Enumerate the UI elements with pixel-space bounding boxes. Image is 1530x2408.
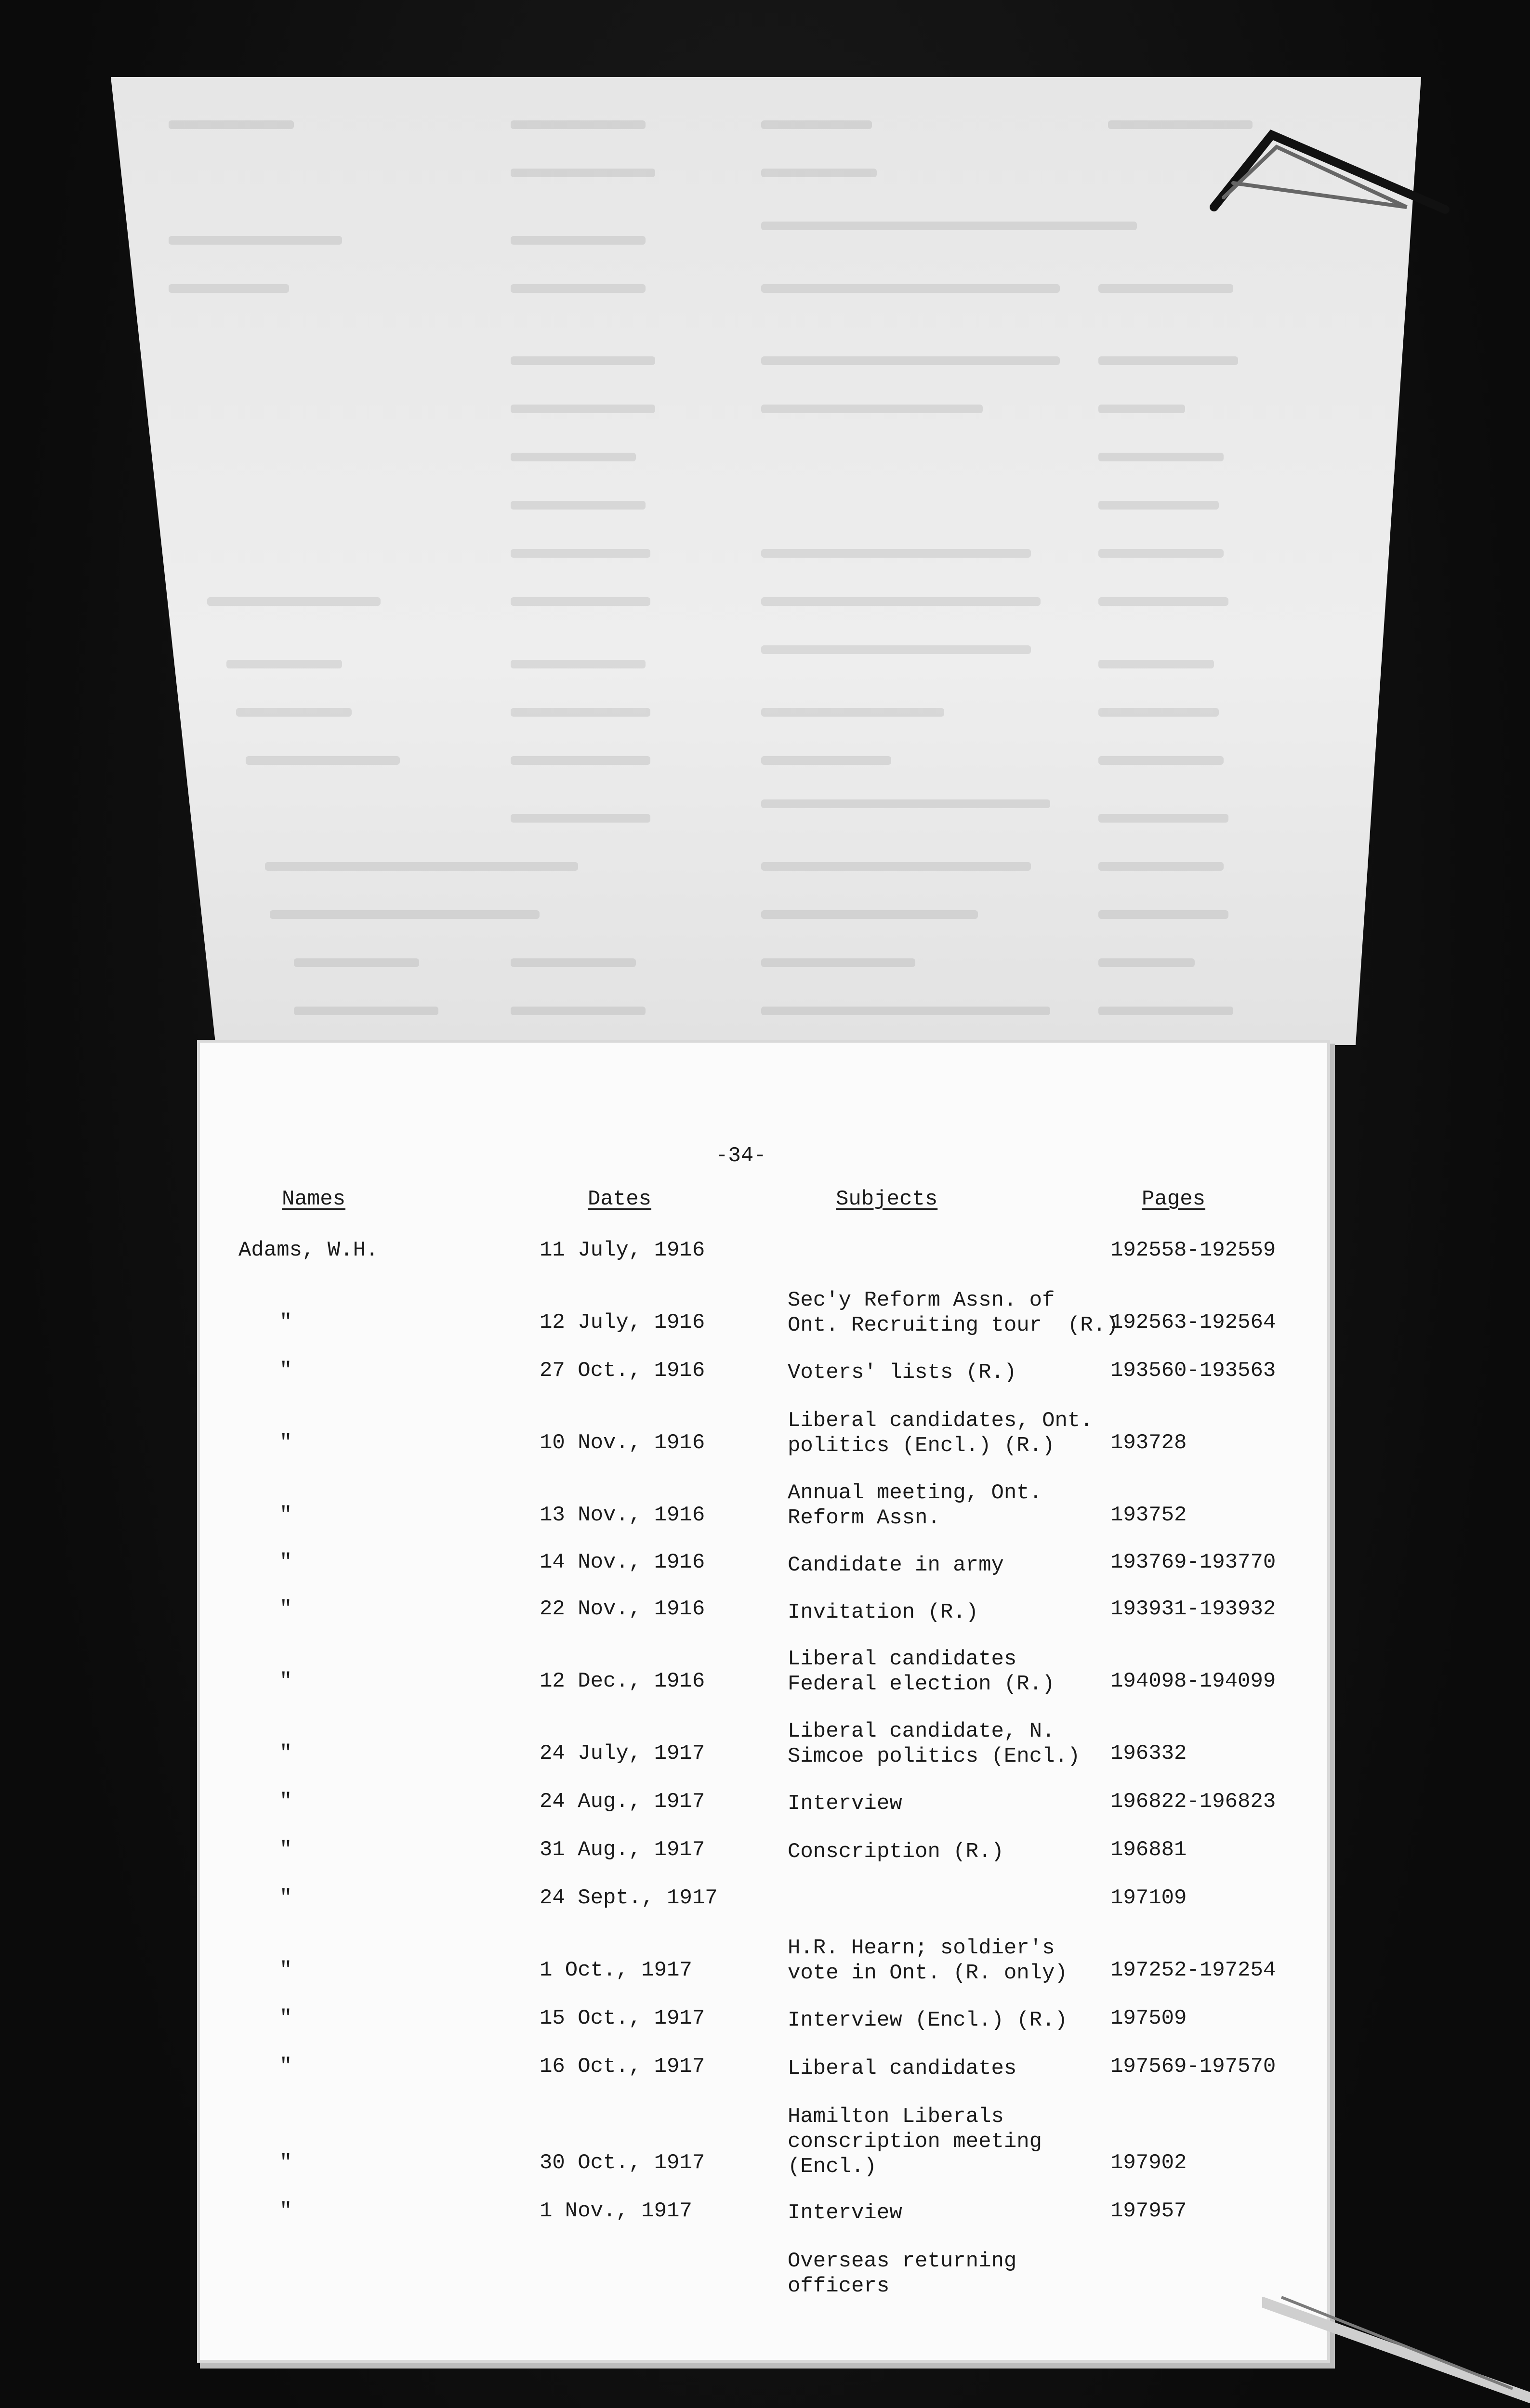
row-subject: Conscription (R.) [788,1840,1004,1864]
previous-page-backside [111,77,1421,1045]
row-name: " [279,2199,292,2223]
row-name: Adams, W.H. [238,1238,379,1262]
row-subject: Liberal candidates [788,2056,1017,2081]
row-pages: 197252-197254 [1110,1958,1276,1982]
row-pages: 197109 [1110,1886,1187,1910]
row-pages: 193728 [1110,1431,1187,1455]
row-subject: Interview [788,1792,902,1816]
row-pages: 193931-193932 [1110,1597,1276,1621]
row-name: " [279,2151,292,2175]
row-subject: Liberal candidates Federal election (R.) [788,1647,1055,1696]
row-date: 30 Oct., 1917 [540,2151,705,2175]
header-names: Names [282,1187,346,1211]
row-date: 27 Oct., 1916 [540,1359,705,1383]
row-date: 14 Nov., 1916 [540,1550,705,1574]
row-subject: Voters' lists (R.) [788,1361,1017,1385]
row-date: 31 Aug., 1917 [540,1838,705,1862]
row-subject: Interview [788,2201,902,2225]
row-name: " [279,1790,292,1814]
row-date: 10 Nov., 1916 [540,1431,705,1455]
row-date: 24 July, 1917 [540,1741,705,1766]
row-subject: Invitation (R.) [788,1600,979,1624]
row-subject: Annual meeting, Ont. Reform Assn. [788,1481,1042,1530]
film-edge-glare [1262,2292,1530,2408]
row-pages: 197569-197570 [1110,2055,1276,2079]
bleed-through-text [111,77,1421,1045]
row-pages: 193752 [1110,1503,1187,1527]
row-subject: Sec'y Reform Assn. of Ont. Recruiting tour (R.) [788,1288,1119,1337]
row-date: 24 Aug., 1917 [540,1790,705,1814]
row-pages: 193560-193563 [1110,1359,1276,1383]
row-name: " [279,1838,292,1862]
row-pages: 192558-192559 [1110,1238,1276,1262]
row-name: " [279,1958,292,1982]
row-name: " [279,1431,292,1455]
row-pages: 193769-193770 [1110,1550,1276,1574]
row-name: " [279,2006,292,2030]
row-date: 16 Oct., 1917 [540,2055,705,2079]
row-date: 11 July, 1916 [540,1238,705,1262]
index-page [200,1043,1327,2360]
row-date: 12 Dec., 1916 [540,1669,705,1693]
row-name: " [279,1669,292,1693]
row-date: 22 Nov., 1916 [540,1597,705,1621]
row-pages: 194098-194099 [1110,1669,1276,1693]
row-name: " [279,1359,292,1383]
row-name: " [279,1550,292,1574]
row-pages: 196881 [1110,1838,1187,1862]
row-subject: Interview (Encl.) (R.) [788,2008,1068,2032]
row-name: " [279,1741,292,1766]
row-subject: Hamilton Liberals conscription meeting (Encl.) [788,2105,1042,2179]
row-date: 12 July, 1916 [540,1310,705,1335]
row-date: 1 Oct., 1917 [540,1958,692,1982]
row-pages: 196332 [1110,1741,1187,1766]
row-subject: Overseas returning officers [788,2249,1017,2298]
paper-clip-icon [1204,125,1455,222]
row-subject: H.R. Hearn; soldier's vote in Ont. (R. only) [788,1936,1068,1985]
row-date: 1 Nov., 1917 [540,2199,692,2223]
row-name: " [279,1597,292,1621]
row-name: " [279,1503,292,1527]
row-pages: 197957 [1110,2199,1187,2223]
row-date: 24 Sept., 1917 [540,1886,718,1910]
row-pages: 197509 [1110,2006,1187,2030]
row-pages: 196822-196823 [1110,1790,1276,1814]
row-date: 15 Oct., 1917 [540,2006,705,2030]
row-name: " [279,2055,292,2079]
header-pages: Pages [1142,1187,1206,1211]
row-name: " [279,1886,292,1910]
header-dates: Dates [588,1187,652,1211]
row-pages: 197902 [1110,2151,1187,2175]
row-pages: 192563-192564 [1110,1310,1276,1335]
row-subject: Candidate in army [788,1553,1004,1577]
row-name: " [279,1310,292,1335]
header-subjects: Subjects [836,1187,938,1211]
row-date: 13 Nov., 1916 [540,1503,705,1527]
page-number: -34- [715,1144,766,1168]
row-subject: Liberal candidates, Ont. politics (Encl.) (R.) [788,1409,1093,1458]
row-subject: Liberal candidate, N. Simcoe politics (Encl.) [788,1719,1081,1768]
